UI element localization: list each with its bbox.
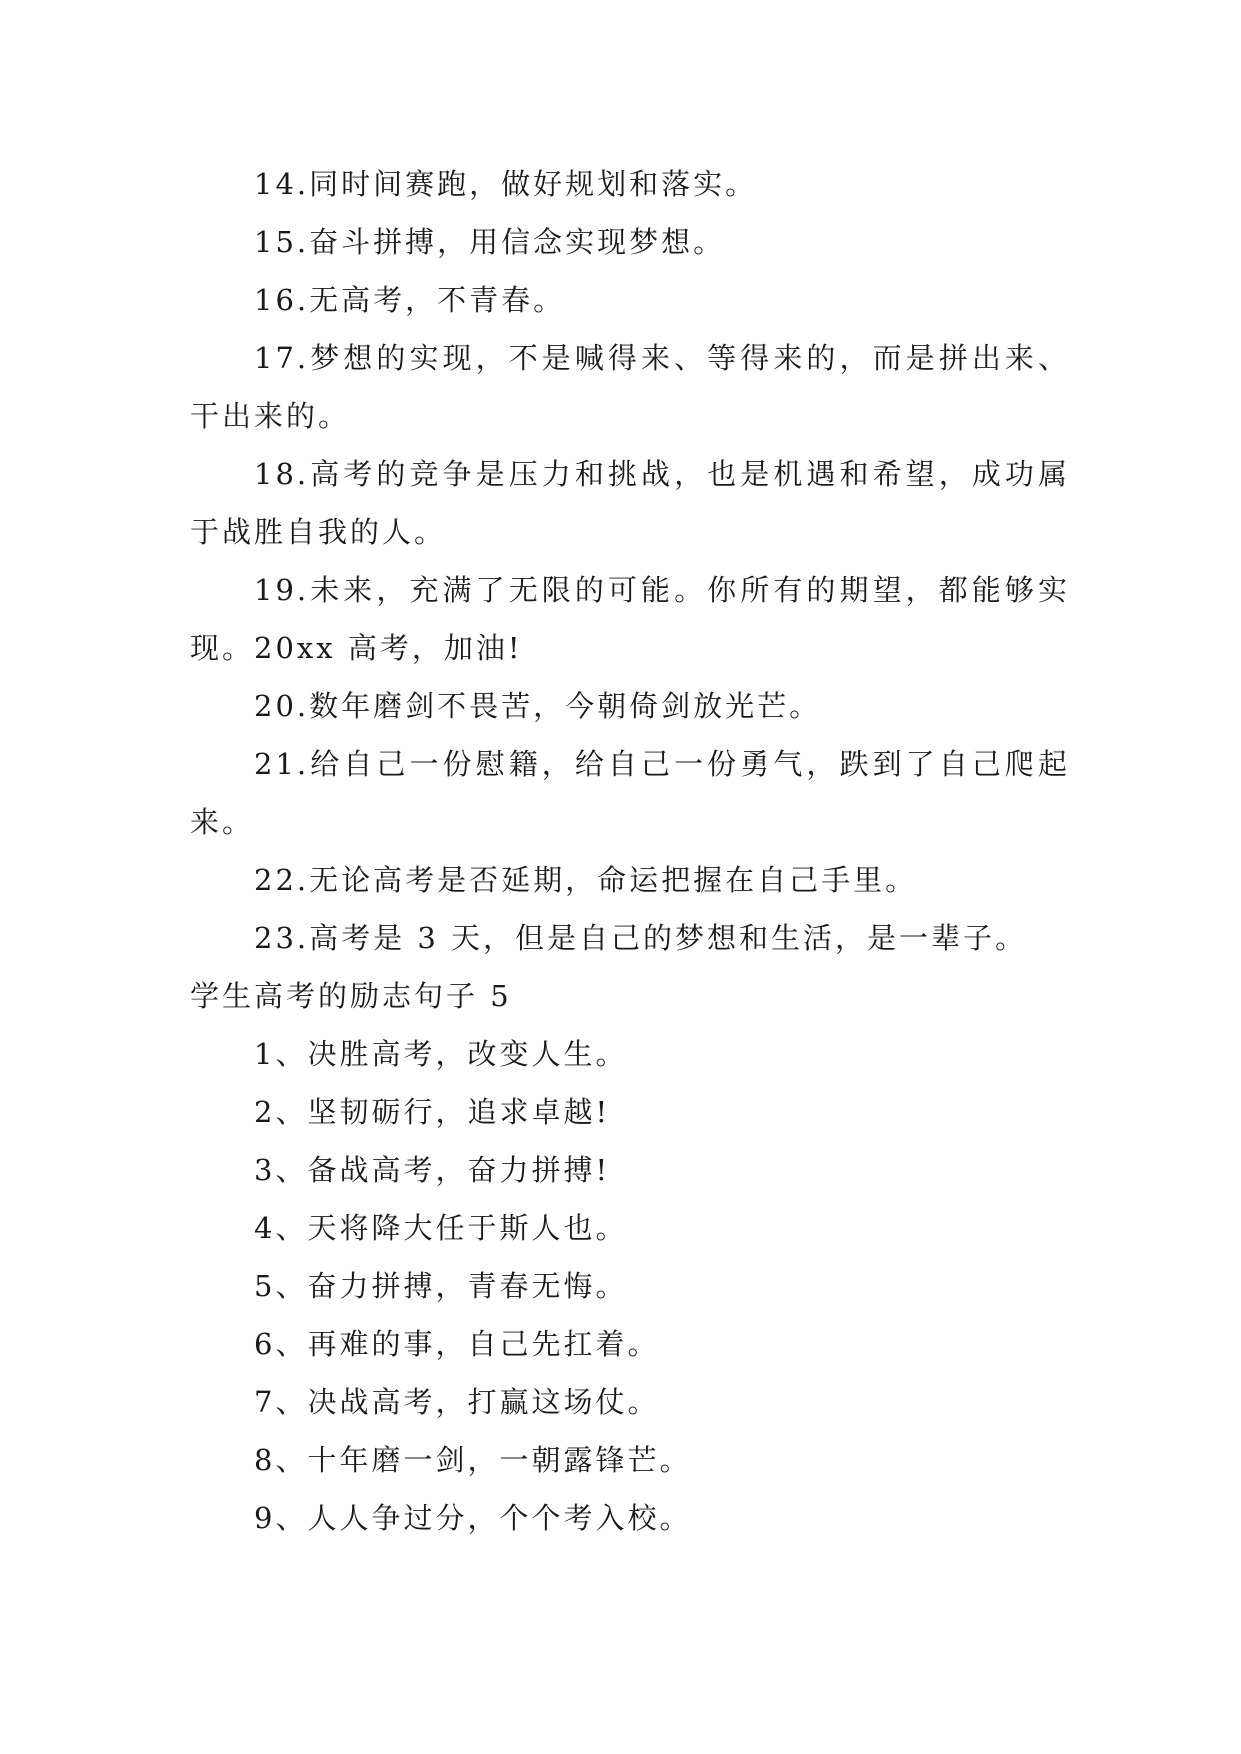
list-item: 21.给自己一份慰籍，给自己一份勇气，跌到了自己爬起来。 [190,747,1070,839]
list-item: 20.数年磨剑不畏苦，今朝倚剑放光芒。 [254,689,822,723]
list-item: 18.高考的竞争是压力和挑战，也是机遇和希望，成功属于战胜自我的人。 [190,457,1070,549]
list-item: 2、坚韧砺行，追求卓越! [254,1095,611,1129]
list-item: 7、决战高考，打赢这场仗。 [254,1385,660,1419]
list-item: 23.高考是 3 天，但是自己的梦想和生活，是一辈子。 [254,921,1028,955]
document-body [190,155,1070,1547]
list-item: 6、再难的事，自己先扛着。 [254,1327,660,1361]
list-item: 14.同时间赛跑，做好规划和落实。 [254,167,758,201]
list-item: 16.无高考，不青春。 [254,283,566,317]
list-item: 5、奋力拼搏，青春无悔。 [254,1269,628,1303]
list-item: 3、备战高考，奋力拼搏! [254,1153,611,1187]
list-item: 17.梦想的实现，不是喊得来、等得来的，而是拼出来、干出来的。 [190,341,1070,433]
list-item: 15.奋斗拼搏，用信念实现梦想。 [254,225,726,259]
list-item: 19.未来，充满了无限的可能。你所有的期望，都能够实现。20xx 高考，加油! [190,573,1070,665]
list-item: 1、决胜高考，改变人生。 [254,1037,628,1071]
list-item: 8、十年磨一剑，一朝露锋芒。 [254,1443,692,1477]
list-item: 9、人人争过分，个个考入校。 [254,1501,692,1535]
list-item: 4、天将降大任于斯人也。 [254,1211,628,1245]
list-item: 22.无论高考是否延期，命运把握在自己手里。 [254,863,918,897]
section-heading: 学生高考的励志句子 5 [190,979,512,1013]
